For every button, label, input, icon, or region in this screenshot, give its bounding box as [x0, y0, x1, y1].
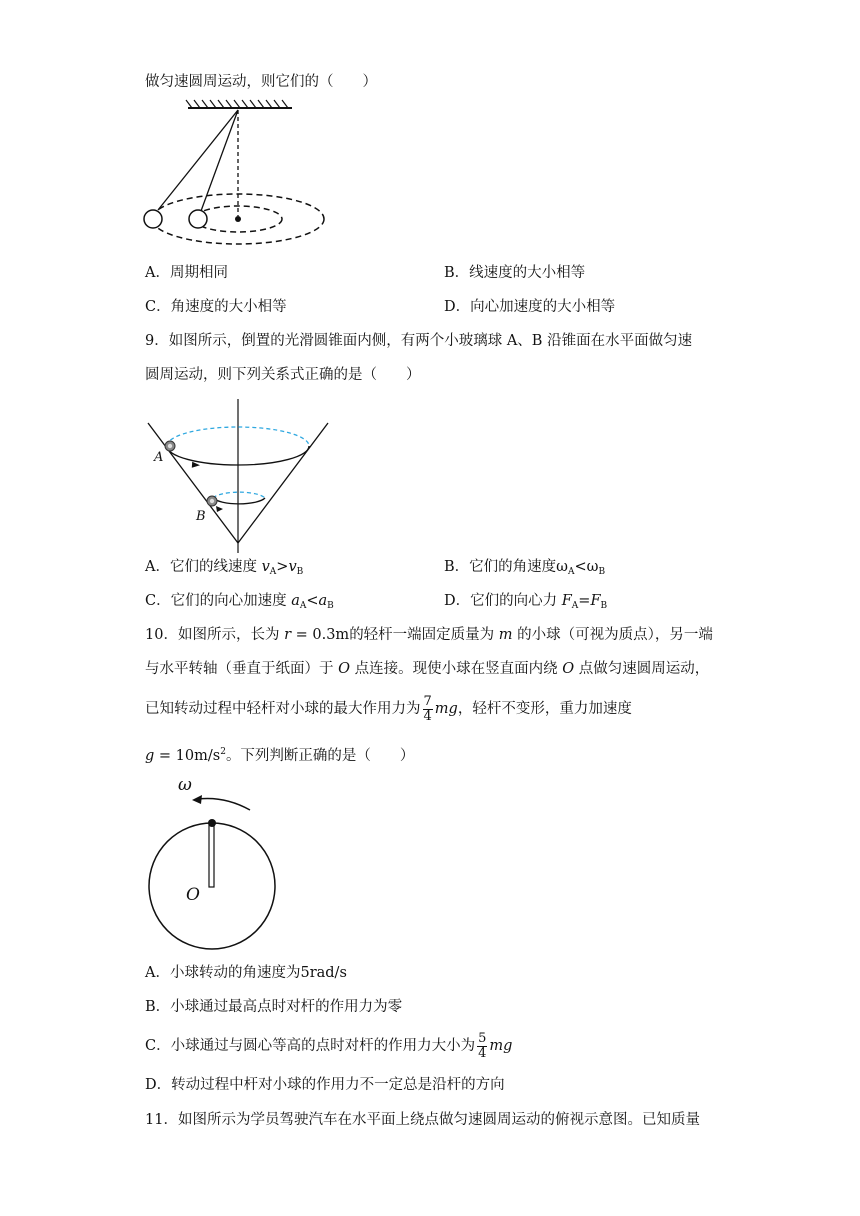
q10-l2-text-b: 点连接。现使小球在竖直面内绕 — [350, 661, 563, 677]
q9-option-d-sub1: A — [571, 601, 579, 611]
q10-stem-line3 — [145, 694, 632, 724]
q9-option-c[interactable] — [145, 591, 334, 616]
q9-option-d[interactable] — [444, 591, 607, 616]
q9-option-b-op: < — [574, 559, 587, 575]
q8-option-c[interactable]: C．角速度的大小相等 — [145, 299, 287, 315]
q9-option-d-text: D．它们的向心力 — [444, 593, 562, 609]
q10-l1-var-m: m — [498, 627, 513, 643]
q9-option-d-var1: F — [561, 593, 572, 609]
q9-option-a-var2: v — [288, 559, 297, 575]
q10-l3-mg: mg — [434, 701, 458, 717]
q9-option-c-var2: a — [318, 593, 328, 609]
q8-option-b[interactable]: B．线速度的大小相等 — [444, 265, 586, 281]
q10-l4-text-b: 。下列判断正确的是（ ） — [225, 747, 415, 764]
q10-l1-text-c: 的小球（可视为质点），另一端 — [512, 627, 713, 643]
q9-stem-line2: 圆周运动，则下列关系式正确的是（ ） — [145, 367, 421, 383]
q9-stem-line1: 9．如图所示，倒置的光滑圆锥面内侧，有两个小玻璃球 A、B 沿锥面在水平面做匀速 — [145, 333, 693, 349]
q10-l4-eq: = 10m/s — [154, 747, 221, 764]
q10-option-c-mg: mg — [489, 1038, 513, 1054]
q10-l2-text-a: 与水平转轴（垂直于纸面）于 — [145, 661, 339, 677]
q9-figure-label-a: A — [154, 450, 164, 465]
q10-option-b[interactable]: B．小球通过最高点时对杆的作用力为零 — [145, 999, 403, 1015]
q10-figure-label-o: O — [186, 885, 200, 905]
q9-option-d-sub2: B — [600, 601, 608, 611]
q10-figure — [140, 772, 290, 962]
q10-stem-line4 — [145, 742, 414, 766]
q10-fraction-7-4 — [423, 695, 433, 724]
q9-option-a-sub2: B — [296, 567, 304, 577]
q10-l4-sup: 2 — [220, 747, 226, 757]
q9-option-a-text: A．它们的线速度 — [145, 559, 262, 575]
q9-figure — [140, 395, 340, 555]
q10-fraction-num: 7 — [423, 693, 432, 709]
q10-option-c-num: 5 — [478, 1030, 487, 1046]
q10-l1-var-r: r — [284, 627, 291, 643]
q10-l2-var-o2: O — [562, 661, 575, 677]
q10-fraction-den: 4 — [423, 708, 432, 724]
q9-option-d-op: = — [578, 593, 591, 609]
q10-stem-line2 — [145, 659, 709, 679]
q11-stem-line1: 11．如图所示为学员驾驶汽车在水平面上绕点做匀速圆周运动的俯视示意图。已知质量 — [145, 1112, 700, 1128]
q10-l1-text-b: 的轻杆一端固定质量为 — [349, 627, 499, 643]
q10-option-d[interactable]: D．转动过程中杆对小球的作用力不一定总是沿杆的方向 — [145, 1077, 505, 1093]
q9-option-c-text: C．它们的向心加速度 — [145, 593, 292, 609]
q9-option-a-sub1: A — [269, 567, 277, 577]
q10-l3-text-b: ，轻杆不变形，重力加速度 — [457, 701, 632, 717]
q10-l3-text-a: 已知转动过程中轻杆对小球的最大作用力为 — [145, 701, 421, 717]
q9-option-d-var2: F — [590, 593, 601, 609]
q8-option-a[interactable]: A．周期相同 — [145, 265, 228, 281]
q8-stem: 做匀速圆周运动，则它们的（ ） — [145, 74, 377, 90]
q9-option-a-op: > — [276, 559, 289, 575]
q10-option-c-den: 4 — [478, 1045, 487, 1061]
q9-option-c-sub2: B — [327, 601, 334, 611]
q9-figure-label-b: B — [196, 509, 206, 524]
q8-figure — [140, 98, 340, 248]
q8-option-d[interactable]: D．向心加速度的大小相等 — [444, 299, 616, 315]
q10-l2-var-o: O — [338, 661, 350, 677]
q9-option-b[interactable] — [444, 557, 605, 582]
q10-option-c-fraction — [477, 1032, 487, 1061]
q10-l1-eq: = 0.3m — [291, 627, 350, 643]
q9-option-c-op: < — [306, 593, 319, 609]
q10-l2-text-c: 点做匀速圆周运动， — [574, 661, 710, 677]
q9-option-b-sub2: B — [598, 567, 606, 577]
q9-option-b-var1: ω — [556, 559, 568, 575]
q10-figure-label-omega: ω — [178, 775, 192, 795]
q9-option-c-sub1: A — [299, 601, 307, 611]
q9-option-c-var1: a — [291, 593, 300, 609]
q9-option-a-var1: v — [261, 559, 270, 575]
q10-l4-var-g: g — [145, 747, 155, 764]
q9-option-b-var2: ω — [586, 559, 599, 575]
q9-option-b-sub1: A — [567, 567, 575, 577]
q9-option-b-text: B．它们的角速度 — [444, 559, 557, 575]
q10-option-c-text: C．小球通过与圆心等高的点时对杆的作用力大小为 — [145, 1038, 476, 1054]
q10-l1-text-a: 10．如图所示，长为 — [145, 627, 285, 643]
q10-option-a[interactable]: A．小球转动的角速度为5rad/s — [145, 965, 347, 981]
q9-option-a[interactable] — [145, 557, 303, 582]
q10-option-c[interactable] — [145, 1031, 512, 1061]
q10-stem-line1 — [145, 625, 713, 645]
